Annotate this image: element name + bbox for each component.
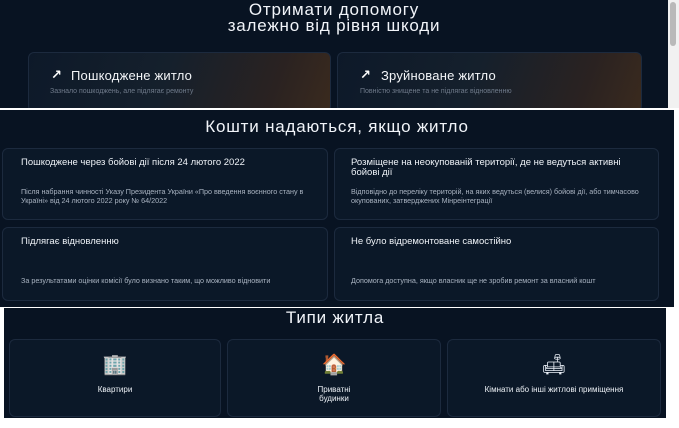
housing-type-label: Приватні будинки (317, 385, 351, 403)
condition-title: Не було відремонтоване самостійно (351, 236, 512, 247)
condition-card (2, 227, 328, 301)
housing-types-section (4, 308, 666, 418)
card-subtitle: Повністю знищене та не підлягає відновленню (360, 88, 512, 95)
card-title: Пошкоджене житло (71, 68, 193, 83)
card-title: Зруйноване житло (381, 68, 496, 83)
condition-description: Після набрання чинності Указу Президента України «Про введення воєнного стану в Україні» від 24 лютого 2022 року № 64/2022 (21, 187, 304, 205)
condition-description: Допомога доступна, якщо власник ще не зробив ремонт за власний кошт (351, 276, 596, 285)
condition-description: Відповідно до переліку територій, на яких ведуться (велися) бойові дії, або тимчасово окупованих, затверджених Мінреінтеграції (351, 187, 639, 205)
housing-type-label: Квартири (97, 385, 133, 394)
scrollbar-thumb[interactable] (670, 2, 676, 46)
arrow-up-right-icon: ↗ (360, 67, 371, 82)
help-title-line1: Отримати допомогу (248, 0, 420, 19)
help-title-line2: залежно від рівня шкоди (227, 16, 441, 35)
housing-type-card-apartments[interactable] (9, 339, 221, 417)
conditions-title: Кошти надаються, якщо житло (205, 117, 469, 136)
arrow-up-right-icon: ↗ (51, 67, 62, 82)
condition-card (2, 148, 328, 220)
room-icon: 🛋 (541, 354, 567, 376)
condition-title: Розміщене на неокупованій території, де не ведуться активні бойові дії (351, 157, 621, 178)
condition-card (334, 227, 659, 301)
condition-title: Пошкоджене через бойові дії після 24 лютого 2022 (21, 157, 245, 168)
card-subtitle: Зазнало пошкоджень, але підлягає ремонту (50, 88, 194, 95)
housing-type-label: Кімнати або інші житлові приміщення (484, 385, 624, 394)
damaged-housing-card[interactable] (28, 52, 331, 108)
house-icon: 🏠 (321, 354, 347, 376)
condition-card (334, 148, 659, 220)
conditions-section (0, 110, 674, 307)
housing-type-card-rooms[interactable] (447, 339, 661, 417)
apartment-building-icon: 🏢 (102, 354, 128, 376)
housing-types-title: Типи житла (285, 308, 385, 327)
condition-title: Підлягає відновленню (21, 236, 119, 247)
housing-type-card-houses[interactable] (227, 339, 441, 417)
condition-description: За результатами оцінки комісії було визнано таким, що можливо відновити (21, 276, 271, 285)
destroyed-housing-card[interactable] (337, 52, 642, 108)
help-section (0, 0, 668, 108)
